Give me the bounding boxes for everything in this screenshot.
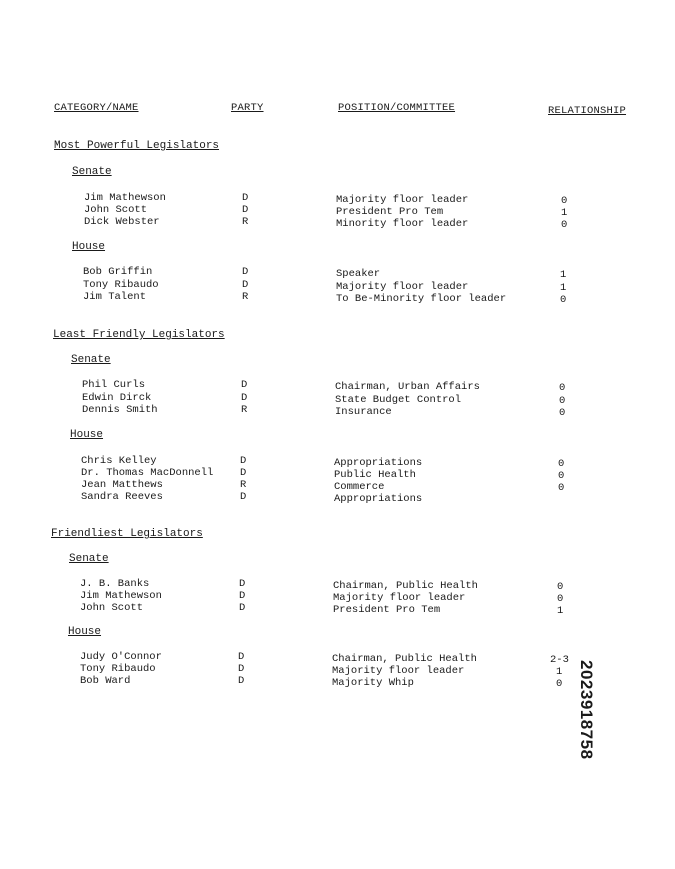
party: D	[240, 467, 247, 479]
position: Appropriations	[334, 493, 423, 505]
group-label: Senate	[69, 553, 109, 565]
position: To Be-Minority floor leader	[336, 293, 507, 305]
table-row	[0, 675, 675, 690]
legislator-name: Tony Ribaudo	[80, 663, 156, 675]
position: Speaker	[336, 268, 381, 280]
table-row	[0, 455, 675, 470]
party: D	[241, 392, 248, 404]
table-row	[0, 578, 675, 593]
relationship: 0	[557, 593, 564, 605]
table-row	[0, 216, 675, 231]
party: D	[242, 192, 249, 204]
party: D	[239, 578, 246, 590]
relationship: 2-3	[550, 654, 569, 666]
party: D	[242, 266, 249, 278]
position: Appropriations	[334, 457, 423, 469]
group-label: House	[68, 626, 102, 638]
position: Chairman, Urban Affairs	[335, 381, 480, 393]
legislator-name: John Scott	[84, 204, 148, 216]
legislator-name: Sandra Reeves	[81, 491, 163, 503]
table-row	[0, 204, 675, 219]
position: Majority floor leader	[333, 592, 466, 604]
legislator-name: Dr. Thomas MacDonnell	[81, 467, 214, 479]
header-relationship: RELATIONSHIP	[548, 105, 627, 117]
position: Majority floor leader	[336, 281, 469, 293]
legislator-name: Chris Kelley	[81, 455, 157, 467]
position: Majority floor leader	[332, 665, 465, 677]
header-position: POSITION/COMMITTEE	[338, 102, 456, 114]
legislator-name: Jim Talent	[83, 291, 147, 303]
party: R	[242, 216, 249, 228]
legislator-name: Judy O'Connor	[80, 651, 162, 663]
party: R	[241, 404, 248, 416]
party: D	[239, 590, 246, 602]
position: State Budget Control	[335, 394, 462, 406]
position: Insurance	[335, 406, 392, 418]
relationship: 0	[559, 407, 566, 419]
party: D	[240, 491, 247, 503]
table-row	[0, 266, 675, 281]
position: President Pro Tem	[336, 206, 444, 218]
position: Commerce	[334, 481, 385, 493]
position: Chairman, Public Health	[332, 653, 477, 665]
group-label: Senate	[71, 354, 111, 366]
position: Minority floor leader	[336, 218, 469, 230]
category-title: Least Friendly Legislators	[53, 329, 225, 341]
table-row	[0, 192, 675, 207]
party: D	[240, 455, 247, 467]
header-party: PARTY	[231, 102, 264, 114]
relationship: 1	[560, 269, 567, 281]
relationship: 0	[558, 458, 565, 470]
party: D	[242, 279, 249, 291]
header-category: CATEGORY/NAME	[54, 102, 139, 114]
group-label: House	[72, 241, 106, 253]
table-row	[0, 602, 675, 617]
legislator-name: John Scott	[80, 602, 144, 614]
party: D	[242, 204, 249, 216]
relationship: 0	[561, 195, 568, 207]
relationship: 0	[558, 470, 565, 482]
category-title: Most Powerful Legislators	[54, 140, 220, 152]
table-row	[0, 279, 675, 294]
legislator-name: Tony Ribaudo	[83, 279, 159, 291]
position: Public Health	[334, 469, 416, 481]
party: R	[240, 479, 247, 491]
legislator-name: Dick Webster	[84, 216, 160, 228]
table-row	[0, 467, 675, 482]
position: President Pro Tem	[333, 604, 441, 616]
relationship: 1	[560, 282, 567, 294]
party: D	[239, 602, 246, 614]
legislator-name: Edwin Dirck	[82, 392, 152, 404]
legislator-name: Jim Mathewson	[80, 590, 162, 602]
legislator-name: Bob Griffin	[83, 266, 153, 278]
relationship: 1	[556, 666, 563, 678]
relationship: 0	[560, 294, 567, 306]
position: Majority Whip	[332, 677, 414, 689]
relationship: 0	[558, 482, 565, 494]
relationship: 0	[559, 395, 566, 407]
party: D	[238, 675, 245, 687]
legislator-name: Phil Curls	[82, 379, 146, 391]
group-label: Senate	[72, 166, 112, 178]
table-row	[0, 651, 675, 666]
relationship: 0	[556, 678, 563, 690]
legislator-name: Jim Mathewson	[84, 192, 166, 204]
relationship: 0	[559, 382, 566, 394]
table-row	[0, 590, 675, 605]
relationship: 0	[557, 581, 564, 593]
position: Majority floor leader	[336, 194, 469, 206]
party: D	[238, 651, 245, 663]
relationship: 1	[557, 605, 564, 617]
table-row	[0, 404, 675, 419]
relationship: 0	[561, 219, 568, 231]
party: D	[238, 663, 245, 675]
document-id-stamp: 2023918758	[577, 660, 596, 760]
relationship: 1	[561, 207, 568, 219]
legislator-name: Jean Matthews	[81, 479, 163, 491]
table-row	[0, 291, 675, 306]
legislator-name: J. B. Banks	[80, 578, 150, 590]
table-row	[0, 392, 675, 407]
table-row	[0, 379, 675, 394]
legislator-name: Dennis Smith	[82, 404, 158, 416]
table-row	[0, 479, 675, 494]
category-title: Friendliest Legislators	[51, 528, 203, 540]
party: R	[242, 291, 249, 303]
legislator-name: Bob Ward	[80, 675, 131, 687]
position: Chairman, Public Health	[333, 580, 478, 592]
group-label: House	[70, 429, 104, 441]
table-row	[0, 491, 675, 503]
party: D	[241, 379, 248, 391]
table-row	[0, 663, 675, 678]
